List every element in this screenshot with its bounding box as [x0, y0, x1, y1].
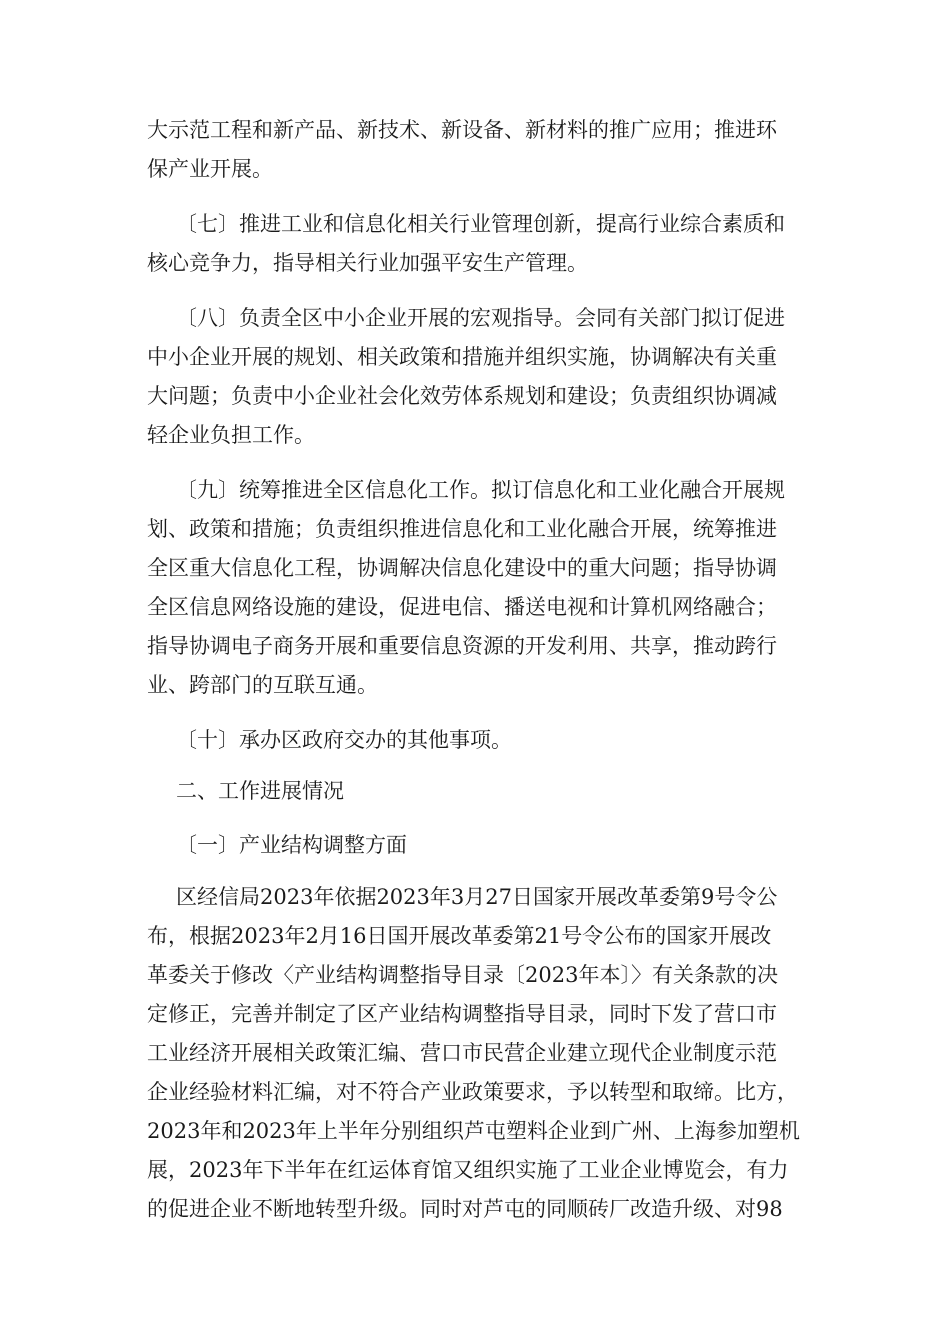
text-line: 大示范工程和新产品、新技术、新设备、新材料的推广应用；推进环 — [147, 118, 777, 142]
text-line: 轻企业负担工作。 — [147, 423, 315, 447]
paragraph-8: 〔八〕负责全区中小企业开展的宏观指导。会同有关部门拟订促进 — [176, 306, 785, 330]
text-line: 布，根据2023年2月16日国开展改革委第21号令公布的国家开展改 — [147, 924, 772, 948]
text-line: 核心竞争力，指导相关行业加强平安生产管理。 — [147, 251, 588, 275]
text-line: 全区信息网络设施的建设，促进电信、播送电视和计算机网络融合； — [147, 595, 777, 619]
paragraph-10: 〔十〕承办区政府交办的其他事项。 — [176, 728, 512, 752]
paragraph-body: 区经信局2023年依据2023年3月27日国家开展改革委第9号令公 — [176, 885, 778, 909]
text-line: 企业经验材料汇编，对不符合产业政策要求，予以转型和取缔。比方， — [147, 1080, 798, 1104]
paragraph-7: 〔七〕推进工业和信息化相关行业管理创新，提高行业综合素质和 — [176, 212, 785, 236]
text-line: 革委关于修改〈产业结构调整指导目录〔2023年本〕〉有关条款的决 — [147, 963, 778, 987]
text-line: 工业经济开展相关政策汇编、营口市民营企业建立现代企业制度示范 — [147, 1041, 777, 1065]
text-line: 划、政策和措施；负责组织推进信息化和工业化融合开展，统筹推进 — [147, 517, 777, 541]
text-line: 2023年和2023年上半年分别组织芦屯塑料企业到广州、上海参加塑机 — [147, 1119, 800, 1143]
text-line: 指导协调电子商务开展和重要信息资源的开发利用、共享，推动跨行 — [147, 634, 777, 658]
text-line: 的促进企业不断地转型升级。同时对芦屯的同顺砖厂改造升级、对98 — [147, 1197, 783, 1221]
section-heading: 二、工作进展情况 — [176, 779, 344, 803]
text-line: 定修正，完善并制定了区产业结构调整指导目录，同时下发了营口市 — [147, 1002, 777, 1026]
text-line: 全区重大信息化工程，协调解决信息化建设中的重大问题；指导协调 — [147, 556, 777, 580]
paragraph-9: 〔九〕统筹推进全区信息化工作。拟订信息化和工业化融合开展规 — [176, 478, 785, 502]
subsection-heading: 〔一〕产业结构调整方面 — [176, 833, 407, 857]
text-line: 展，2023年下半年在红运体育馆又组织实施了工业企业博览会，有力 — [147, 1158, 789, 1182]
text-line: 中小企业开展的规划、相关政策和措施并组织实施，协调解决有关重 — [147, 345, 777, 369]
text-line: 业、跨部门的互联互通。 — [147, 673, 378, 697]
text-line: 大问题；负责中小企业社会化效劳体系规划和建设；负责组织协调减 — [147, 384, 777, 408]
text-line: 保产业开展。 — [147, 157, 273, 181]
